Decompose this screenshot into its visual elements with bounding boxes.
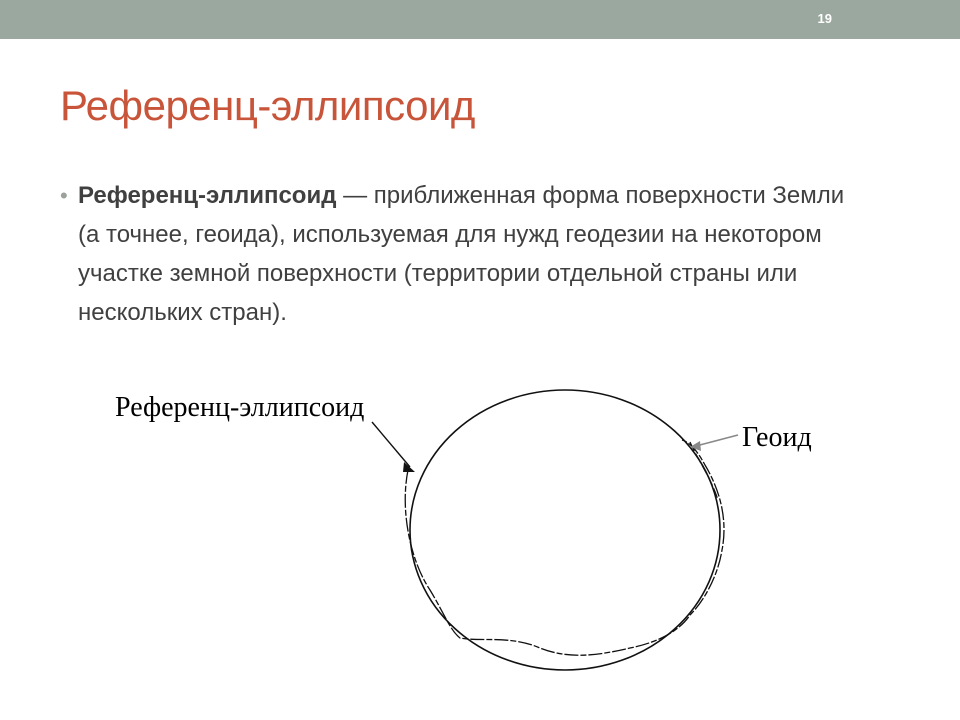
arrowhead-icon: [403, 462, 415, 472]
top-bar: [0, 0, 960, 39]
geoid-label: Геоид: [742, 422, 812, 453]
bullet-icon: •: [60, 183, 68, 208]
term-text: Референц-эллипсоид: [78, 182, 337, 209]
ellipsoid-label: Референц-эллипсоид: [115, 392, 365, 423]
reference-ellipsoid-shape: [410, 390, 720, 670]
ellipsoid-geoid-diagram: [100, 380, 850, 680]
slide-title: Референц-эллипсоид: [60, 82, 475, 129]
geoid-leader-line: [696, 435, 738, 446]
geoid-shape: [405, 440, 724, 655]
ellipsoid-leader-line: [372, 422, 410, 467]
slide-number: 19: [817, 11, 832, 26]
definition-text: — приближенная форма поверхности Земли (а точнее, геоида), используемая для нужд геодезии на некотором участке земной поверхности (территории отдельной страны или нескольких стран).: [78, 182, 845, 326]
body-list: [60, 176, 860, 332]
list-item: [60, 176, 860, 332]
